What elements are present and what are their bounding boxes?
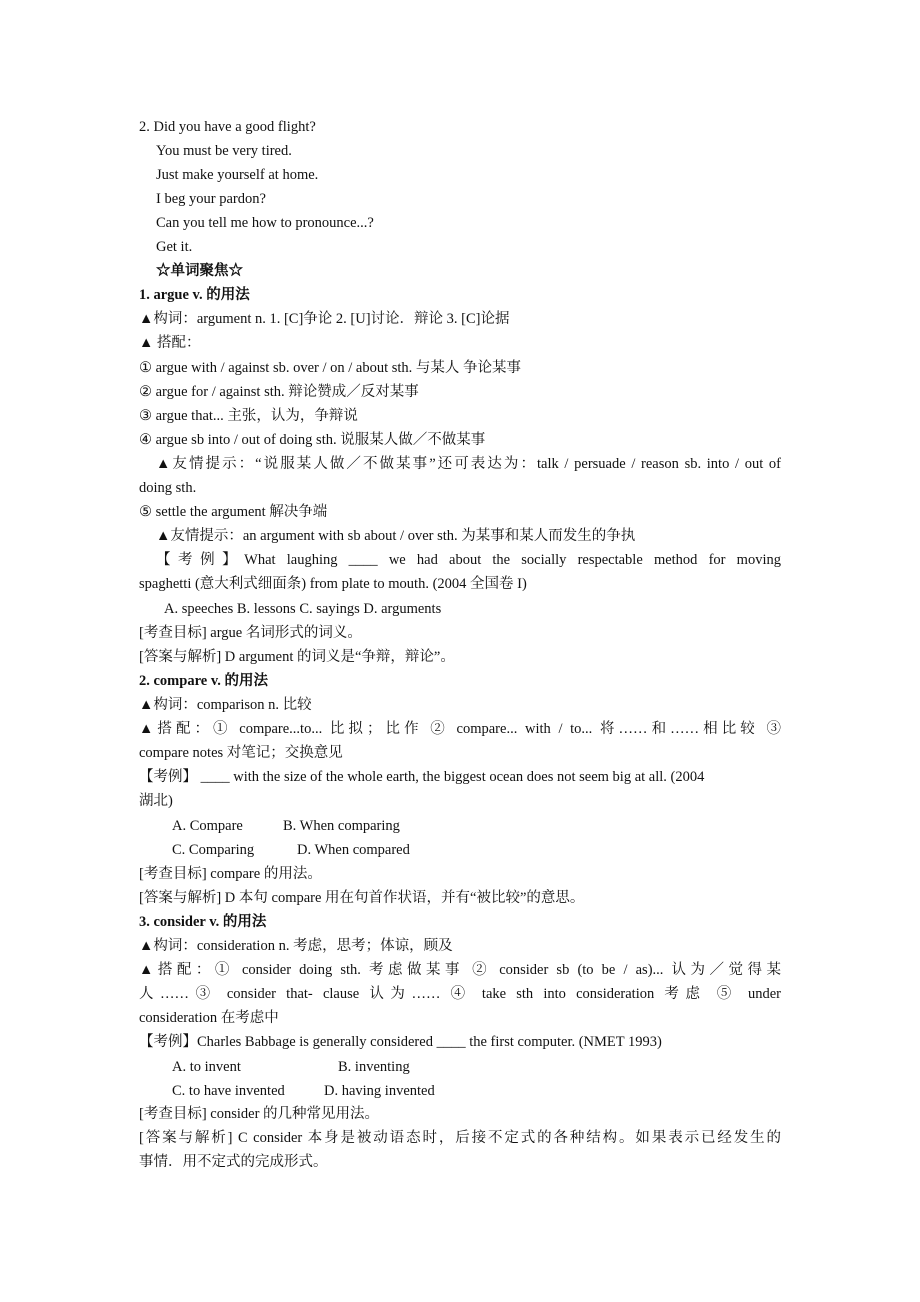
dialogue-line: 2. Did you have a good flight? [139, 119, 316, 135]
answer-explanation: [答案与解析] D 本句 compare 用在句首作状语，并有“被比较”的意思。 [139, 890, 585, 906]
option-d: D. having invented [324, 1083, 435, 1099]
tip-text: ▲友情提示：“说服某人做／不做某事”还可表达为：talk / persuade / reason sb. into / out of [156, 456, 781, 472]
dialogue-line: Just make yourself at home. [156, 167, 319, 183]
option-c: C. to have invented [172, 1083, 285, 1099]
section-heading: ☆单词聚焦☆ [156, 263, 243, 279]
answer-explanation: [答案与解析] C consider 本身是被动语态时，后接不定式的各种结构。如果表示已经发生的 [139, 1130, 781, 1146]
option-b: B. inventing [338, 1059, 410, 1075]
example-question: 【考例】What laughing ____ we had about the socially respectable method for moving [156, 552, 781, 568]
word-heading-compare: 2. compare v. 的用法 [139, 673, 269, 689]
answer-options [172, 1081, 814, 1101]
tip-text: ▲友情提示：an argument with sb about / over sth. 为某事和某人而发生的争执 [156, 528, 636, 544]
test-goal: [考查目标] consider 的几种常见用法。 [139, 1106, 380, 1122]
collocation-item: ⑤ settle the argument 解决争端 [139, 504, 328, 520]
dialogue-line: I beg your pardon? [156, 191, 266, 207]
dialogue-line: Get it. [156, 239, 193, 255]
option-b: B. When comparing [283, 818, 400, 834]
word-formation: ▲构词：argument n. 1. [C]争论 2. [U]讨论．辩论 3. [C]论据 [139, 311, 510, 327]
option-a: A. Compare [172, 818, 243, 834]
dialogue-line: Can you tell me how to pronounce...? [156, 215, 374, 231]
word-formation: ▲构词：consideration n. 考虑，思考；体谅，顾及 [139, 938, 453, 954]
collocation-item: ③ argue that... 主张，认为，争辩说 [139, 408, 358, 424]
word-heading-argue: 1. argue v. 的用法 [139, 287, 250, 303]
tip-text: doing sth. [139, 480, 197, 496]
answer-options [172, 816, 814, 836]
collocation-text: consideration 在考虑中 [139, 1010, 279, 1026]
option-a: A. to invent [172, 1059, 241, 1075]
answer-explanation: 事情．用不定式的完成形式。 [139, 1154, 328, 1170]
option-c: C. Comparing [172, 842, 255, 858]
word-heading-consider: 3. consider v. 的用法 [139, 914, 267, 930]
answer-options [172, 840, 814, 860]
collocation-item: ② argue for / against sth. 辩论赞成／反对某事 [139, 384, 419, 400]
option-d: D. When compared [297, 842, 410, 858]
collocation-text: ▲搭配：① compare...to... 比拟；比作 ② compare... with / to... 将……和……相比较 ③ [139, 721, 781, 737]
example-question: 【考例】 ____ with the size of the whole earth, the biggest ocean does not seem big at all. (2004 [139, 769, 705, 785]
collocation-text: compare notes 对笔记；交换意见 [139, 745, 343, 761]
collocation-text: 人……③ consider that- clause 认为…… ④ take sth into consideration 考虑 ⑤ under [139, 986, 781, 1002]
collocation-item: ① argue with / against sb. over / on / about sth. 与某人 争论某事 [139, 360, 522, 376]
example-question: 湖北) [139, 793, 173, 809]
answer-explanation: [答案与解析] D argument 的词义是“争辩，辩论”。 [139, 649, 455, 665]
dialogue-line: You must be very tired. [156, 143, 292, 159]
example-question: 【考例】Charles Babbage is generally considered ____ the first computer. (NMET 1993) [139, 1034, 662, 1050]
word-formation: ▲构词：comparison n. 比较 [139, 697, 312, 713]
example-question: spaghetti (意大利式细面条) from plate to mouth. (2004 全国卷 I) [139, 576, 527, 592]
collocation-label: ▲ 搭配： [139, 335, 201, 351]
answer-options: A. speeches B. lessons C. sayings D. arguments [164, 601, 442, 617]
test-goal: [考查目标] compare 的用法。 [139, 866, 322, 882]
test-goal: [考查目标] argue 名词形式的词义。 [139, 625, 362, 641]
answer-options [172, 1057, 814, 1077]
collocation-item: ④ argue sb into / out of doing sth. 说服某人做／不做某事 [139, 432, 486, 448]
collocation-text: ▲搭配：① consider doing sth. 考虑做某事 ② consider sb (to be / as)... 认为／觉得某 [139, 962, 781, 978]
